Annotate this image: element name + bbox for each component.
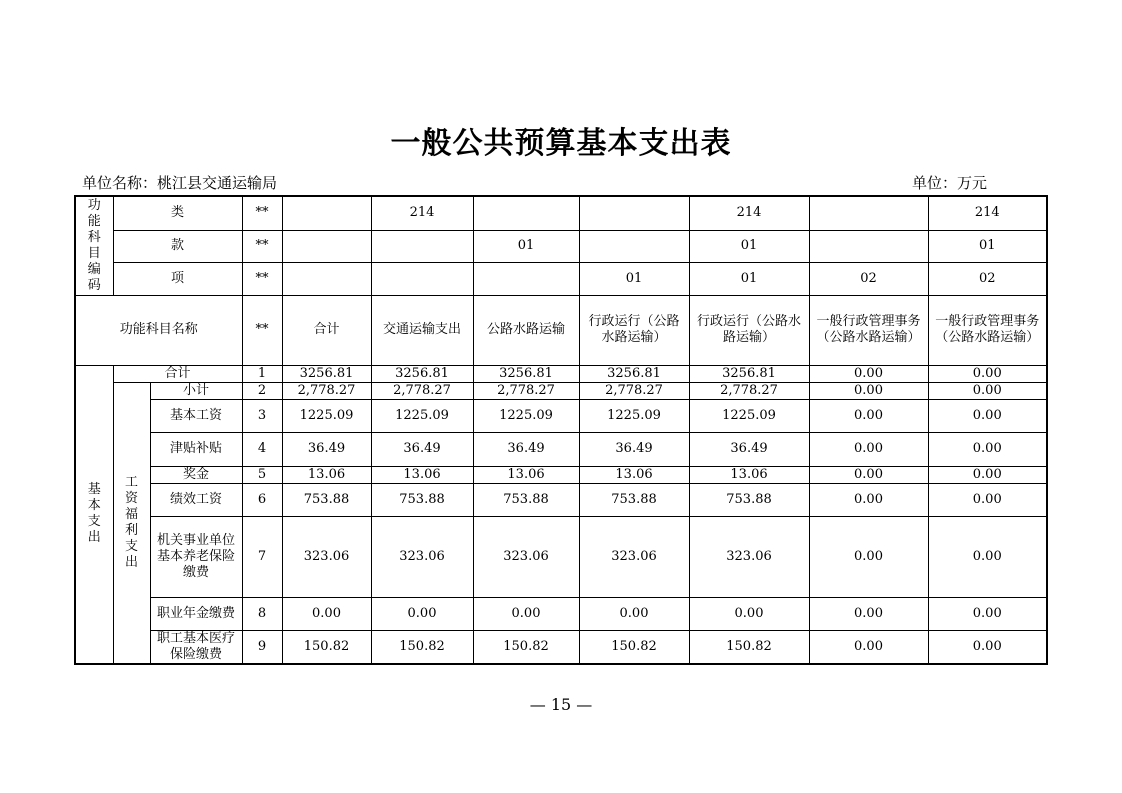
code-section-label — [75, 196, 113, 295]
row-label: 合计 — [113, 365, 242, 382]
value-cell: 0.00 — [282, 597, 371, 630]
value-cell: 0.00 — [928, 365, 1047, 382]
value-cell: 0.00 — [928, 516, 1047, 597]
header-cell: 合计 — [282, 295, 371, 365]
row-label: 机关事业单位基本养老保险缴费 — [150, 516, 242, 597]
code-cell: 02 — [928, 262, 1047, 295]
code-row-label: 类 — [113, 196, 242, 230]
code-cell — [282, 196, 371, 230]
code-cell: 01 — [689, 262, 809, 295]
unit-label: 单位：万元 — [912, 174, 988, 192]
value-cell: 2,778.27 — [689, 382, 809, 399]
value-cell: 0.00 — [809, 597, 928, 630]
value-cell: 1225.09 — [689, 399, 809, 432]
value-cell: 1225.09 — [473, 399, 579, 432]
value-cell: 150.82 — [282, 630, 371, 664]
code-row-label: 款 — [113, 230, 242, 262]
value-cell: 1225.09 — [579, 399, 689, 432]
value-cell: 13.06 — [689, 466, 809, 483]
code-cell: 214 — [371, 196, 473, 230]
value-cell: 0.00 — [928, 382, 1047, 399]
value-cell: 150.82 — [473, 630, 579, 664]
header-cell: 一般行政管理事务（公路水路运输） — [809, 295, 928, 365]
row-label: 小计 — [150, 382, 242, 399]
value-cell: 0.00 — [809, 483, 928, 516]
table-row — [75, 466, 1047, 483]
row-number: 3 — [242, 399, 282, 432]
value-cell: 0.00 — [473, 597, 579, 630]
code-row-mark: ** — [242, 196, 282, 230]
value-cell: 0.00 — [928, 466, 1047, 483]
value-cell: 36.49 — [371, 432, 473, 466]
section-label-text: 基本支出 — [87, 482, 101, 545]
value-cell: 323.06 — [371, 516, 473, 597]
code-row-xiang — [75, 262, 1047, 295]
value-cell: 0.00 — [928, 432, 1047, 466]
code-cell — [282, 230, 371, 262]
value-cell: 3256.81 — [689, 365, 809, 382]
code-cell — [809, 230, 928, 262]
code-cell — [371, 262, 473, 295]
code-cell — [371, 230, 473, 262]
code-cell: 214 — [928, 196, 1047, 230]
header-cell: 一般行政管理事务（公路水路运输） — [928, 295, 1047, 365]
row-label: 职业年金缴费 — [150, 597, 242, 630]
value-cell: 0.00 — [809, 432, 928, 466]
value-cell: 323.06 — [579, 516, 689, 597]
value-cell: 0.00 — [928, 399, 1047, 432]
name-row — [75, 295, 1047, 365]
value-cell: 3256.81 — [282, 365, 371, 382]
code-cell: 01 — [928, 230, 1047, 262]
value-cell: 36.49 — [282, 432, 371, 466]
value-cell: 150.82 — [689, 630, 809, 664]
table-row — [75, 399, 1047, 432]
value-cell: 2,778.27 — [579, 382, 689, 399]
value-cell: 323.06 — [282, 516, 371, 597]
value-cell: 2,778.27 — [282, 382, 371, 399]
header-cell: 交通运输支出 — [371, 295, 473, 365]
value-cell: 3256.81 — [579, 365, 689, 382]
code-cell — [809, 196, 928, 230]
value-cell: 2,778.27 — [473, 382, 579, 399]
value-cell: 753.88 — [473, 483, 579, 516]
subsection-label — [113, 382, 150, 664]
value-cell: 0.00 — [928, 483, 1047, 516]
total-row — [75, 365, 1047, 382]
value-cell: 0.00 — [371, 597, 473, 630]
value-cell: 0.00 — [809, 382, 928, 399]
value-cell: 150.82 — [371, 630, 473, 664]
row-number: 4 — [242, 432, 282, 466]
code-row-mark: ** — [242, 230, 282, 262]
row-label: 绩效工资 — [150, 483, 242, 516]
value-cell: 13.06 — [282, 466, 371, 483]
row-number: 2 — [242, 382, 282, 399]
value-cell: 0.00 — [809, 630, 928, 664]
table-row — [75, 382, 1047, 399]
code-cell — [473, 196, 579, 230]
value-cell: 0.00 — [928, 630, 1047, 664]
code-cell — [473, 262, 579, 295]
value-cell: 36.49 — [473, 432, 579, 466]
code-cell — [282, 262, 371, 295]
header-cell: 行政运行（公路水路运输） — [689, 295, 809, 365]
code-cell: 01 — [579, 262, 689, 295]
section-label — [75, 365, 113, 664]
code-cell: 01 — [689, 230, 809, 262]
value-cell: 0.00 — [689, 597, 809, 630]
row-number: 7 — [242, 516, 282, 597]
code-cell — [579, 196, 689, 230]
value-cell: 2,778.27 — [371, 382, 473, 399]
value-cell: 323.06 — [473, 516, 579, 597]
table-row — [75, 630, 1047, 664]
value-cell: 36.49 — [689, 432, 809, 466]
row-number: 6 — [242, 483, 282, 516]
value-cell: 13.06 — [579, 466, 689, 483]
header-cell: 公路水路运输 — [473, 295, 579, 365]
value-cell: 13.06 — [473, 466, 579, 483]
value-cell: 0.00 — [809, 365, 928, 382]
value-cell: 753.88 — [579, 483, 689, 516]
value-cell: 0.00 — [809, 466, 928, 483]
table-row — [75, 432, 1047, 466]
code-cell — [579, 230, 689, 262]
value-cell: 753.88 — [371, 483, 473, 516]
table-row — [75, 483, 1047, 516]
row-label: 职工基本医疗保险缴费 — [150, 630, 242, 664]
value-cell: 150.82 — [579, 630, 689, 664]
row-label: 奖金 — [150, 466, 242, 483]
page-number: — 15 — — [529, 695, 593, 714]
value-cell: 36.49 — [579, 432, 689, 466]
value-cell: 323.06 — [689, 516, 809, 597]
table-row — [75, 597, 1047, 630]
name-row-mark: ** — [242, 295, 282, 365]
value-cell: 0.00 — [809, 516, 928, 597]
code-section-text: 功能科目编码 — [87, 197, 101, 293]
code-cell: 214 — [689, 196, 809, 230]
value-cell: 0.00 — [809, 399, 928, 432]
value-cell: 1225.09 — [282, 399, 371, 432]
value-cell: 753.88 — [689, 483, 809, 516]
code-row-lei — [75, 196, 1047, 230]
code-row-label: 项 — [113, 262, 242, 295]
value-cell: 3256.81 — [473, 365, 579, 382]
code-cell: 02 — [809, 262, 928, 295]
value-cell: 753.88 — [282, 483, 371, 516]
row-label: 津贴补贴 — [150, 432, 242, 466]
row-number: 9 — [242, 630, 282, 664]
unit-name: 单位名称：桃江县交通运输局 — [82, 174, 278, 192]
header-cell: 行政运行（公路水路运输） — [579, 295, 689, 365]
row-number: 1 — [242, 365, 282, 382]
subsection-label-text: 工资福利支出 — [124, 474, 138, 570]
value-cell: 0.00 — [579, 597, 689, 630]
row-number: 5 — [242, 466, 282, 483]
budget-table — [74, 195, 1048, 665]
code-row-kuan — [75, 230, 1047, 262]
value-cell: 1225.09 — [371, 399, 473, 432]
row-number: 8 — [242, 597, 282, 630]
table-row — [75, 516, 1047, 597]
code-row-mark: ** — [242, 262, 282, 295]
value-cell: 3256.81 — [371, 365, 473, 382]
value-cell: 13.06 — [371, 466, 473, 483]
row-label: 基本工资 — [150, 399, 242, 432]
value-cell: 0.00 — [928, 597, 1047, 630]
page-title: 一般公共预算基本支出表 — [390, 126, 732, 161]
code-cell: 01 — [473, 230, 579, 262]
name-row-label: 功能科目名称 — [75, 295, 242, 365]
